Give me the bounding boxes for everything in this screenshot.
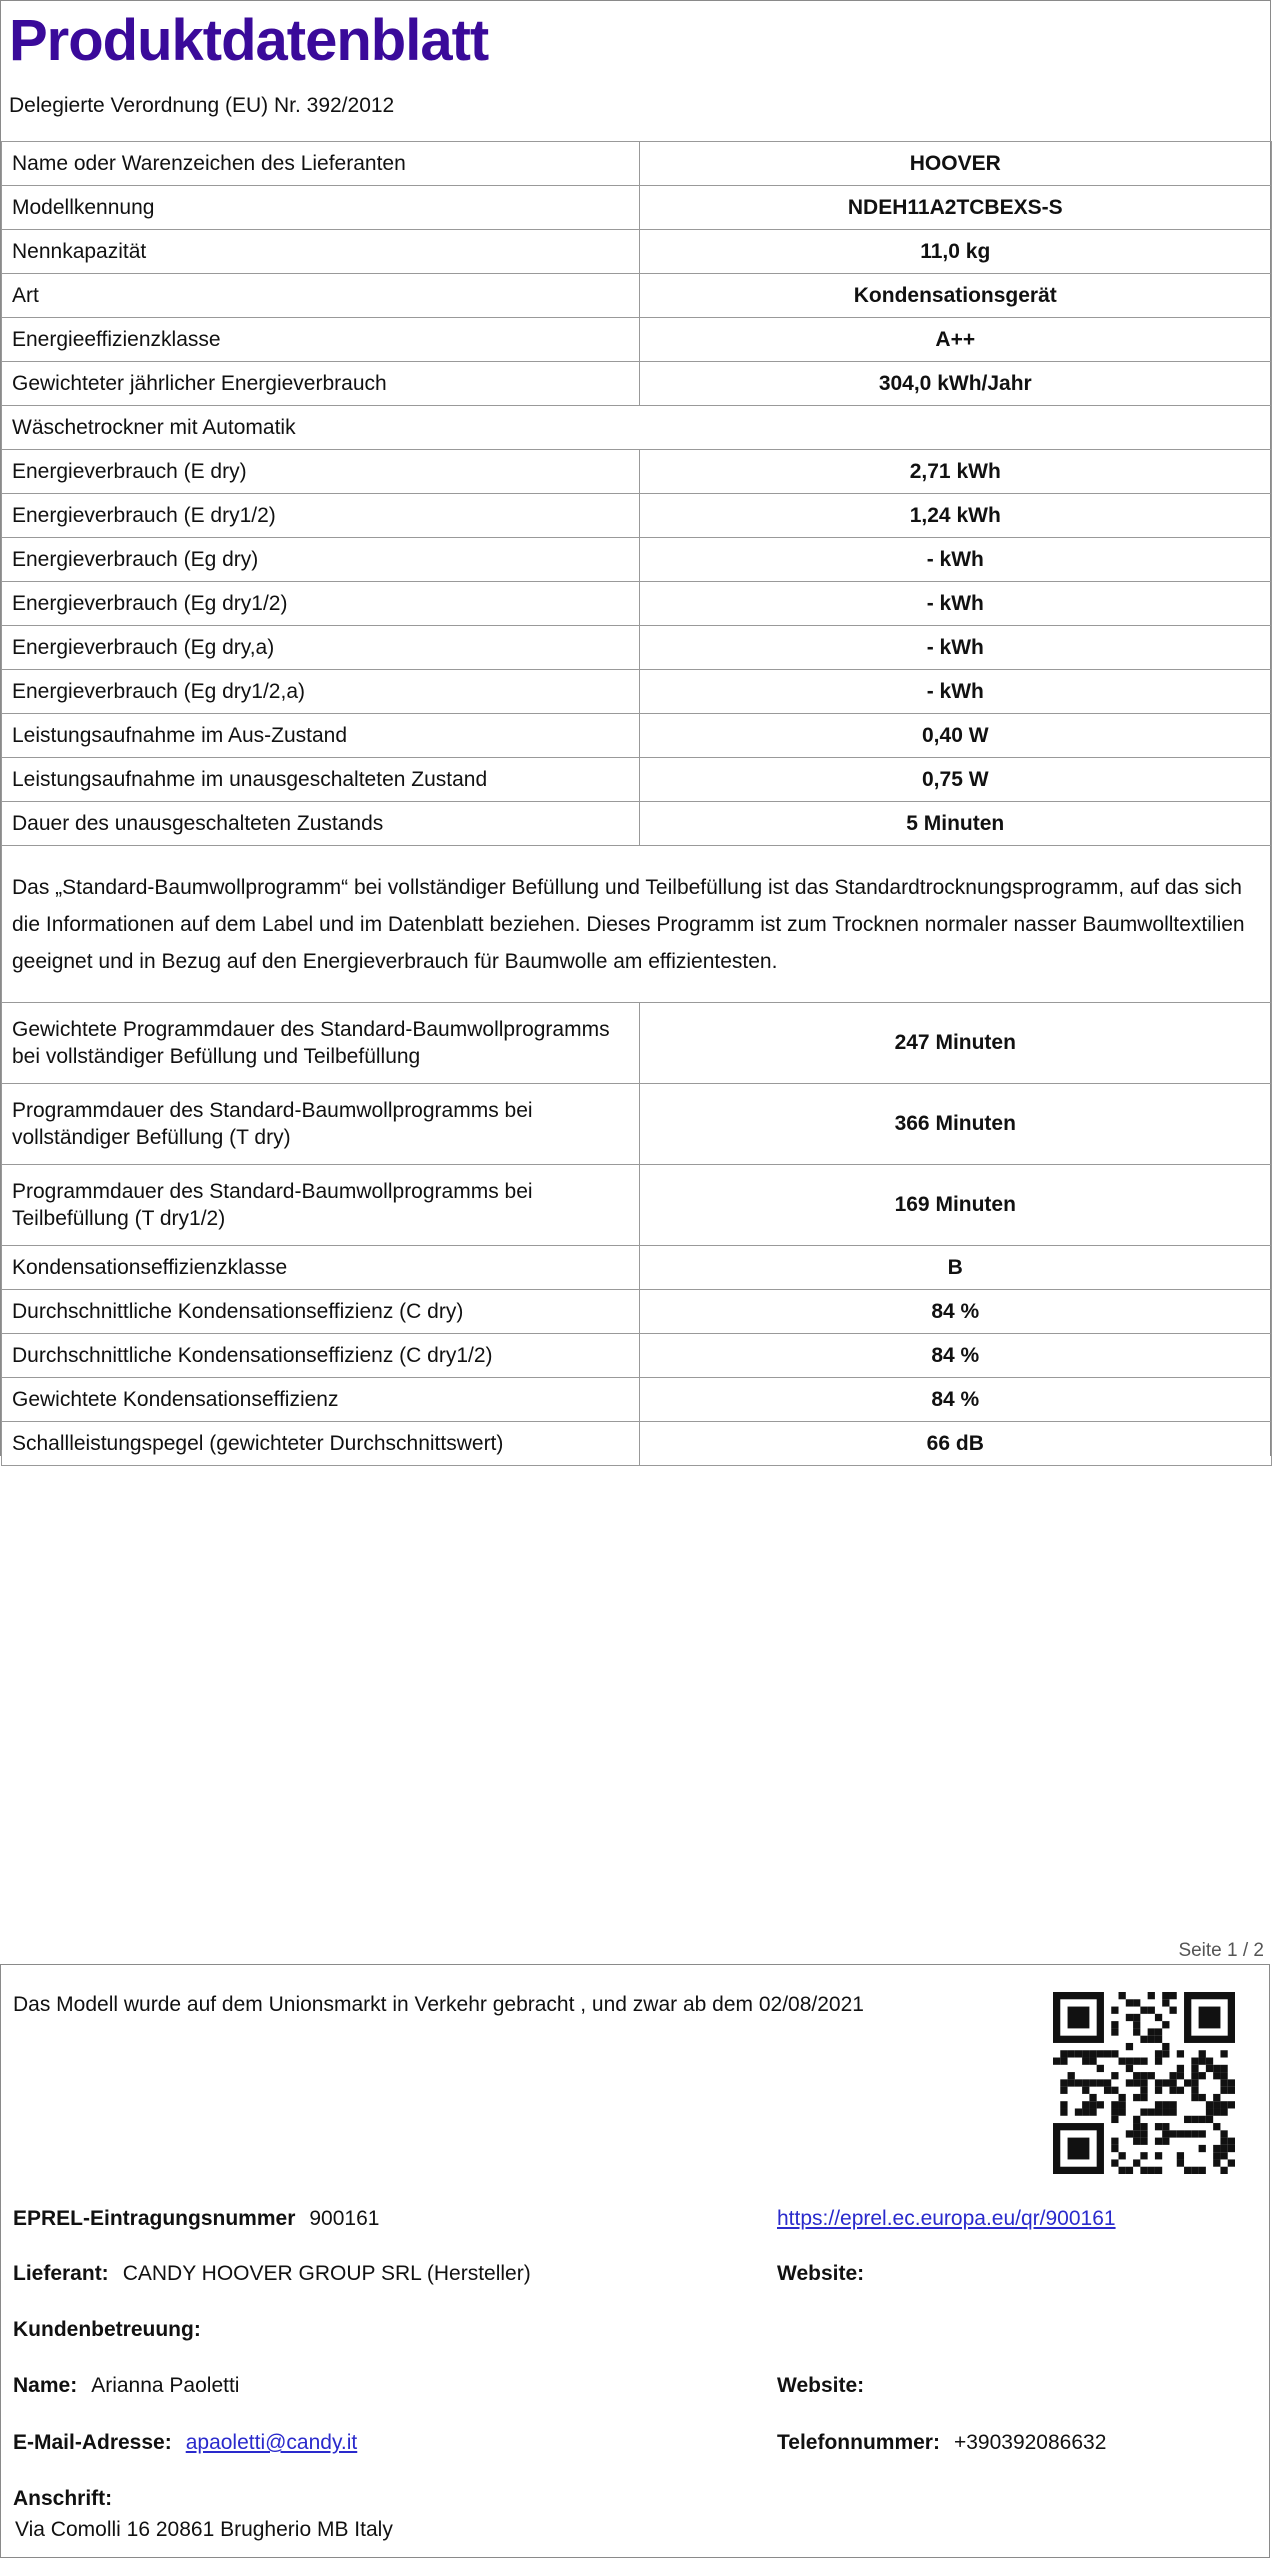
spec-label: Energieeffizienzklasse <box>2 318 640 362</box>
spec-row <box>2 582 1272 626</box>
supplier-row <box>13 2262 531 2286</box>
spec-value: 366 Minuten <box>639 1084 1271 1165</box>
spec-row <box>2 450 1272 494</box>
email-label: E-Mail-Adresse: <box>13 2431 172 2454</box>
supplier-label: Lieferant: <box>13 2262 109 2285</box>
spec-row <box>2 186 1272 230</box>
customer-service-label: Kundenbetreuung: <box>13 2318 201 2341</box>
spec-label: Gewichtete Programmdauer des Standard-Baumwollprogramms bei vollständiger Befüllung und Teilbefüllung <box>2 1003 640 1084</box>
spec-label: Gewichteter jährlicher Energieverbrauch <box>2 362 640 406</box>
spec-row <box>2 1290 1272 1334</box>
spec-value: 84 % <box>639 1334 1271 1378</box>
spec-label: Programmdauer des Standard-Baumwollprogramms bei vollständiger Befüllung (T dry) <box>2 1084 640 1165</box>
spec-value: 0,75 W <box>639 758 1271 802</box>
spec-value: - kWh <box>639 582 1271 626</box>
program-note: Das „Standard-Baumwollprogramm“ bei vollständiger Befüllung und Teilbefüllung ist das Standardtrocknungsprogramm, auf das sich die Informationen auf dem Label und im Datenblatt beziehen. Dieses Programm ist zum Trocknen normaler nasser Baumwolltextilien geeignet und in Bezug auf den Energieverbrauch für Baumwolle am effizientesten. <box>2 846 1272 1003</box>
spec-label: Art <box>2 274 640 318</box>
spec-value: 11,0 kg <box>639 230 1271 274</box>
spec-label: Durchschnittliche Kondensationseffizienz (C dry) <box>2 1290 640 1334</box>
spec-label: Nennkapazität <box>2 230 640 274</box>
spec-value: 2,71 kWh <box>639 450 1271 494</box>
spec-row <box>2 538 1272 582</box>
program-note-row <box>2 846 1272 1003</box>
spec-label: Gewichtete Kondensationseffizienz <box>2 1378 640 1422</box>
spec-value: A++ <box>639 318 1271 362</box>
name-row <box>13 2374 239 2398</box>
spec-label: Name oder Warenzeichen des Lieferanten <box>2 142 640 186</box>
phone-value: +390392086632 <box>953 2431 1107 2454</box>
spec-label: Programmdauer des Standard-Baumwollprogramms bei Teilbefüllung (T dry1/2) <box>2 1165 640 1246</box>
supplier-value: CANDY HOOVER GROUP SRL (Hersteller) <box>122 2262 531 2285</box>
regulation-text: Delegierte Verordnung (EU) Nr. 392/2012 <box>9 94 395 117</box>
address-value: Via Comolli 16 20861 Brugherio MB Italy <box>15 2518 393 2541</box>
spec-row <box>2 230 1272 274</box>
phone-row <box>777 2431 1106 2455</box>
spec-row <box>2 318 1272 362</box>
qr-code-icon[interactable] <box>1053 1992 1235 2174</box>
phone-label: Telefonnummer: <box>777 2431 940 2454</box>
spec-row <box>2 362 1272 406</box>
eprel-value: 900161 <box>309 2207 380 2230</box>
spec-label: Leistungsaufnahme im Aus-Zustand <box>2 714 640 758</box>
automatic-row <box>2 406 1272 450</box>
spec-label: Schallleistungspegel (gewichteter Durchschnittswert) <box>2 1422 640 1466</box>
spec-value: 0,40 W <box>639 714 1271 758</box>
name-label: Name: <box>13 2374 78 2397</box>
spec-table <box>1 141 1272 1466</box>
page-number: Seite 1 / 2 <box>1178 1940 1264 1961</box>
spec-value: Kondensationsgerät <box>639 274 1271 318</box>
website-label-2: Website: <box>777 2374 865 2397</box>
spec-label: Leistungsaufnahme im unausgeschalteten Zustand <box>2 758 640 802</box>
website-label: Website: <box>777 2262 865 2285</box>
spec-row <box>2 714 1272 758</box>
spec-row <box>2 1165 1272 1246</box>
spec-row <box>2 1084 1272 1165</box>
footer-box <box>0 1964 1270 2558</box>
spec-label: Kondensationseffizienzklasse <box>2 1246 640 1290</box>
email-link[interactable]: apaoletti@candy.it <box>185 2431 358 2454</box>
name-value: Arianna Paoletti <box>91 2374 240 2397</box>
email-row <box>13 2431 357 2455</box>
spec-value: 84 % <box>639 1290 1271 1334</box>
spec-value: 247 Minuten <box>639 1003 1271 1084</box>
spec-row <box>2 626 1272 670</box>
spec-row <box>2 1378 1272 1422</box>
spec-value: 5 Minuten <box>639 802 1271 846</box>
spec-label: Energieverbrauch (E dry) <box>2 450 640 494</box>
address-label: Anschrift: <box>13 2487 113 2510</box>
spec-label: Dauer des unausgeschalteten Zustands <box>2 802 640 846</box>
spec-value: - kWh <box>639 538 1271 582</box>
page-title: Produktdatenblatt <box>9 8 489 73</box>
eprel-row <box>13 2207 379 2231</box>
spec-row <box>2 1422 1272 1466</box>
spec-value: NDEH11A2TCBEXS-S <box>639 186 1271 230</box>
spec-label: Energieverbrauch (Eg dry,a) <box>2 626 640 670</box>
spec-row <box>2 670 1272 714</box>
spec-label: Durchschnittliche Kondensationseffizienz (C dry1/2) <box>2 1334 640 1378</box>
spec-value: - kWh <box>639 670 1271 714</box>
eprel-link[interactable]: https://eprel.ec.europa.eu/qr/900161 <box>777 2207 1116 2230</box>
spec-value: 304,0 kWh/Jahr <box>639 362 1271 406</box>
spec-value: - kWh <box>639 626 1271 670</box>
spec-value: 84 % <box>639 1378 1271 1422</box>
spec-value: B <box>639 1246 1271 1290</box>
spec-label: Energieverbrauch (Eg dry1/2,a) <box>2 670 640 714</box>
market-date-text: Das Modell wurde auf dem Unionsmarkt in Verkehr gebracht , und zwar ab dem 02/08/2021 <box>13 1993 864 2016</box>
spec-label: Energieverbrauch (E dry1/2) <box>2 494 640 538</box>
spec-label: Modellkennung <box>2 186 640 230</box>
spec-row <box>2 142 1272 186</box>
spec-value: 66 dB <box>639 1422 1271 1466</box>
spec-row <box>2 1003 1272 1084</box>
spec-row <box>2 802 1272 846</box>
spec-row <box>2 1334 1272 1378</box>
spec-value: HOOVER <box>639 142 1271 186</box>
spec-label: Energieverbrauch (Eg dry) <box>2 538 640 582</box>
spec-value: 169 Minuten <box>639 1165 1271 1246</box>
spec-value: 1,24 kWh <box>639 494 1271 538</box>
eprel-label: EPREL-Eintragungsnummer <box>13 2207 296 2230</box>
spec-label: Energieverbrauch (Eg dry1/2) <box>2 582 640 626</box>
automatic-label: Wäschetrockner mit Automatik <box>2 406 1272 450</box>
spec-row <box>2 494 1272 538</box>
spec-row <box>2 1246 1272 1290</box>
spec-row <box>2 274 1272 318</box>
spec-row <box>2 758 1272 802</box>
